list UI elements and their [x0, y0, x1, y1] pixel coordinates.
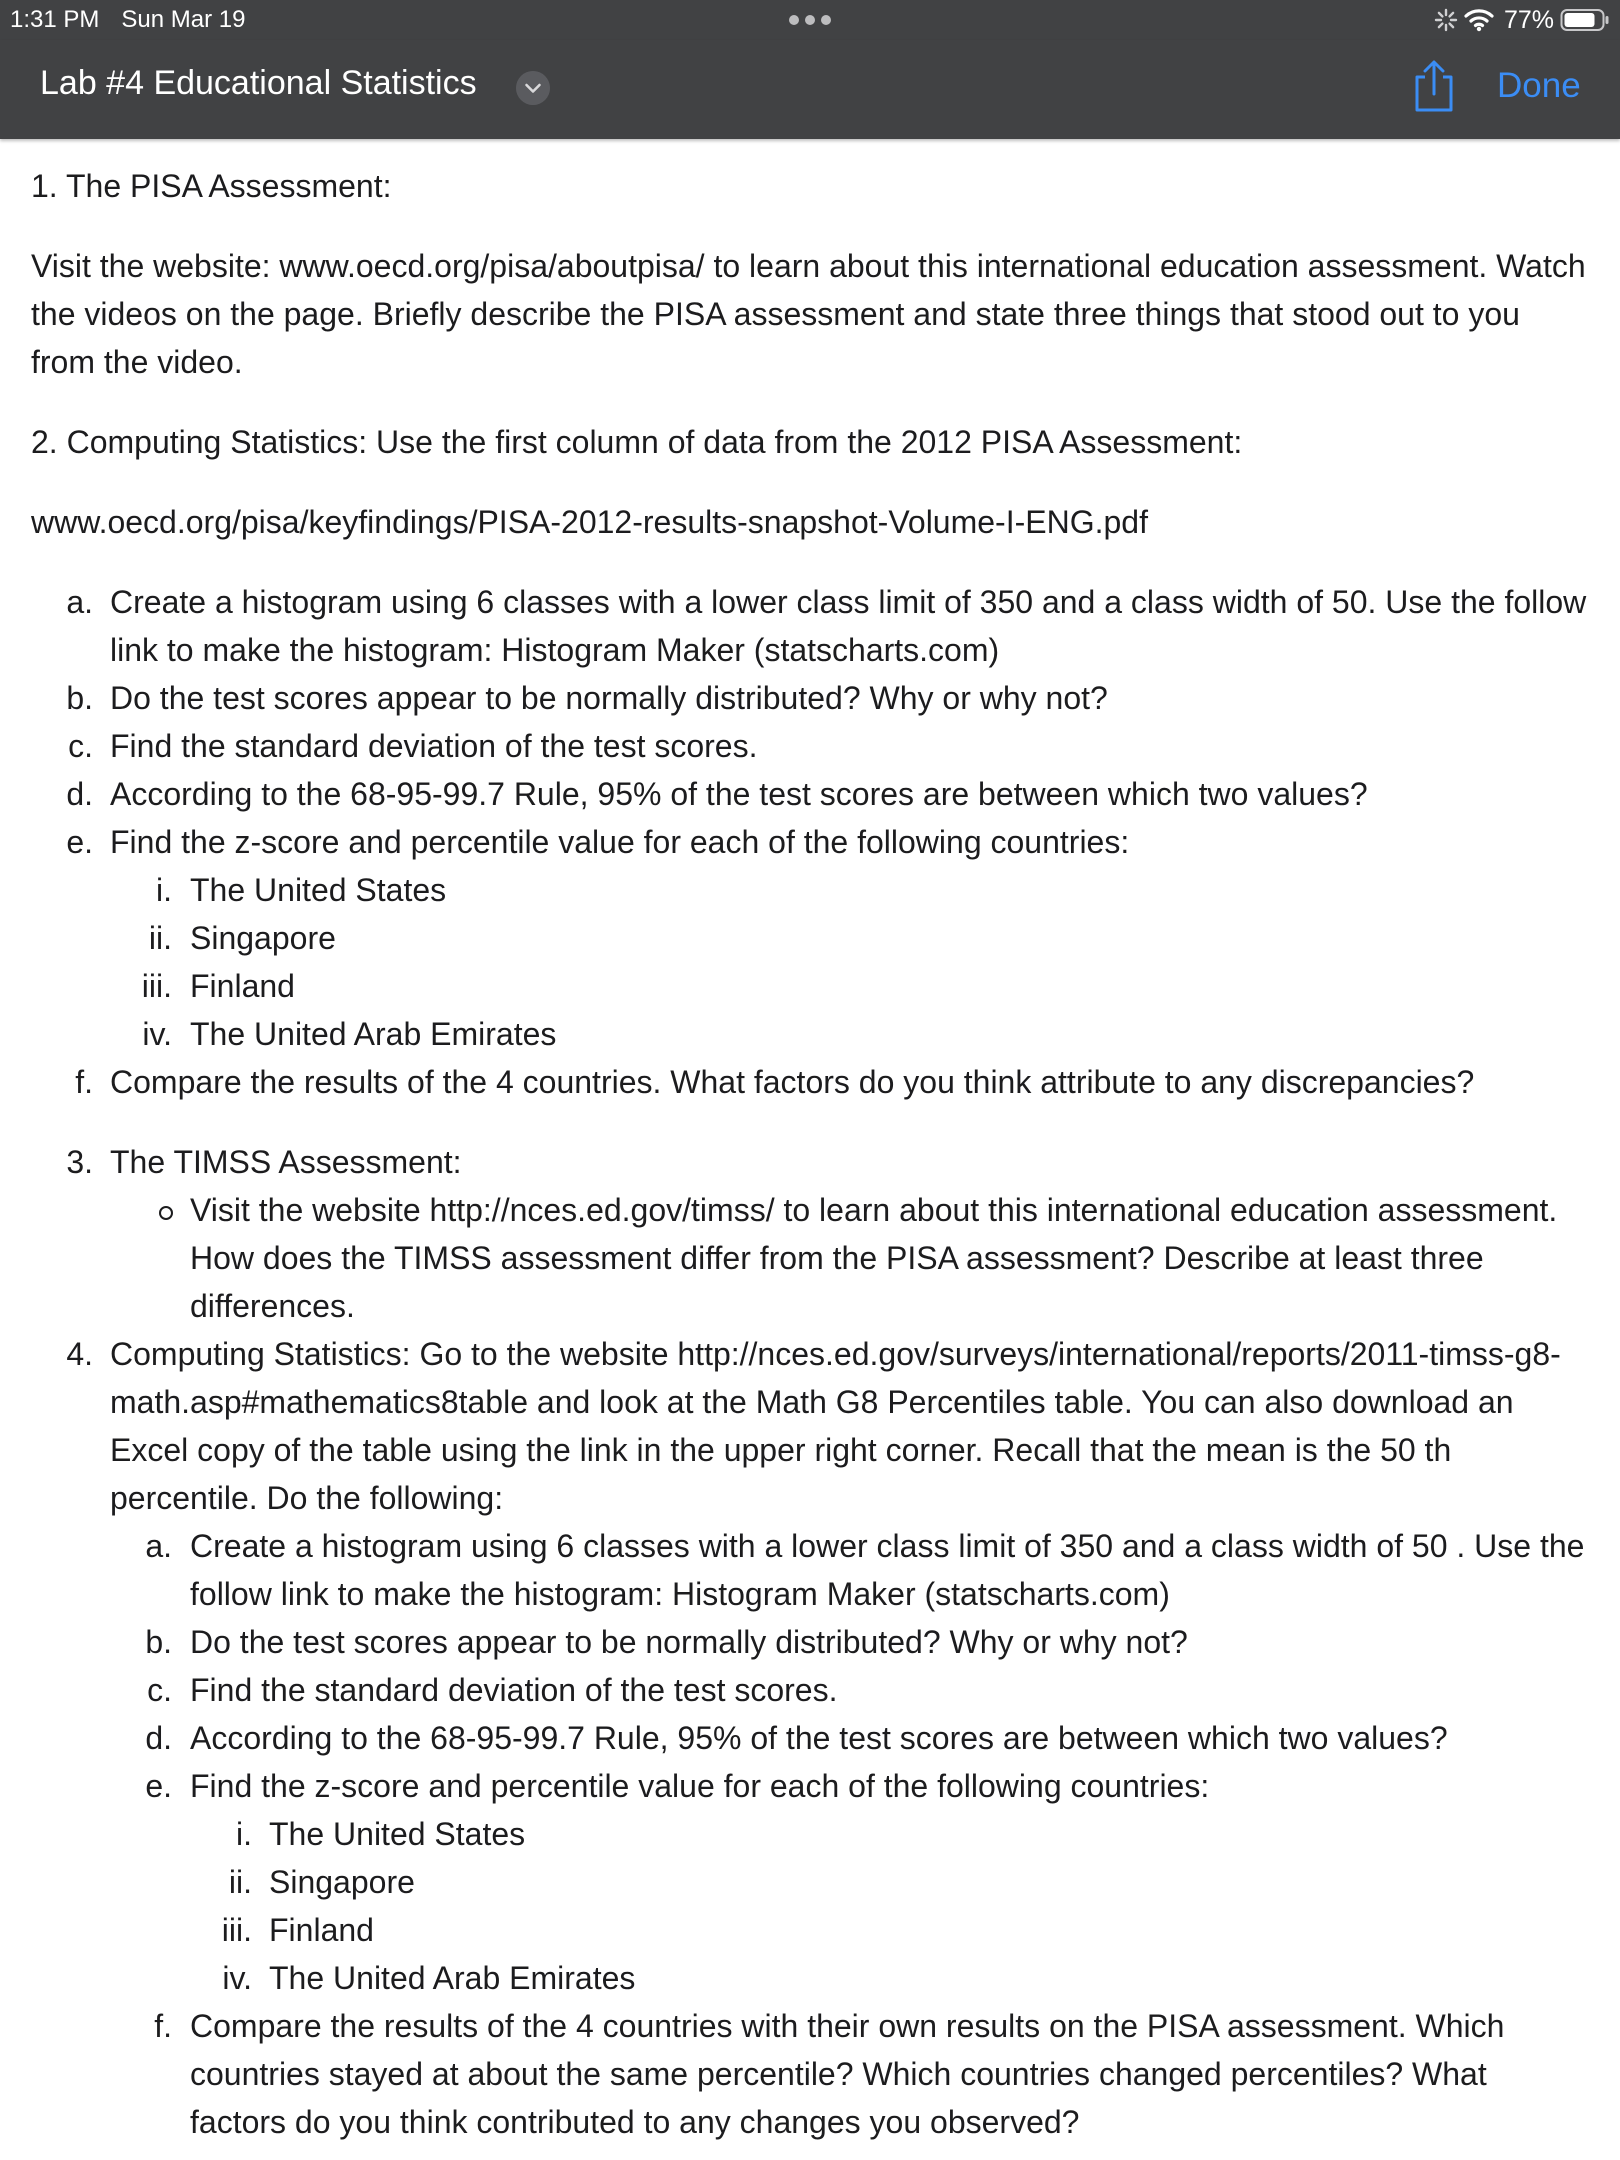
q2-country-1-text: The United States — [190, 872, 447, 908]
status-time: 1:31 PM — [10, 6, 100, 33]
bullet-icon — [159, 1206, 173, 1220]
q2-item-e-label: e. — [66, 824, 93, 860]
battery-icon — [1560, 8, 1610, 32]
q4-item-a-label: a. — [145, 1528, 172, 1564]
q4-country-1-text: The United States — [269, 1816, 526, 1852]
q4-item-e-label: e. — [145, 1768, 172, 1804]
q4-country-2-label: ii. — [228, 1864, 252, 1900]
q3-label: 3. — [66, 1144, 93, 1180]
q4-item-b-label: b. — [145, 1624, 172, 1660]
q4-intro-text: Computing Statistics: Go to the website http://nces.ed.gov/surveys/international/reports/2011-timss-g8-math.asp#mathematics8table and look at the Math G8 Percentiles table. You can also download an Excel copy of the table using the link in the upper right corner. Recall that the mean is the 50 th percentile. Do the following: — [110, 1336, 1561, 1516]
q4-country-3-text: Finland — [269, 1912, 374, 1948]
q2-item-a-label: a. — [66, 584, 93, 620]
q4-country-4-label: iv. — [222, 1960, 252, 1996]
q3-section — [31, 1138, 1591, 1330]
q2-item-b — [31, 674, 1591, 722]
q2-country-2-text: Singapore — [190, 920, 336, 956]
q2-country-3-label: iii. — [141, 968, 172, 1004]
q4-country-1 — [31, 1810, 1591, 1858]
q2-item-e — [31, 818, 1591, 866]
activity-spinner-icon — [1434, 8, 1458, 32]
q2-item-b-label: b. — [66, 680, 93, 716]
q4-country-4 — [31, 1954, 1591, 2002]
q2-item-f — [31, 1058, 1591, 1106]
q2-heading: 2. Computing Statistics: Use the first column of data from the 2012 PISA Assessment: — [31, 424, 1243, 460]
q4-item-f-label: f. — [154, 2008, 172, 2044]
q4-country-2-text: Singapore — [269, 1864, 415, 1900]
status-right — [1434, 4, 1610, 36]
share-icon[interactable] — [1412, 60, 1456, 112]
q2-country-4-label: iv. — [142, 1016, 172, 1052]
document-body — [31, 140, 1591, 2146]
q4-item-c-label: c. — [147, 1672, 172, 1708]
q4-item-d — [31, 1714, 1591, 1762]
q4-item-b — [31, 1618, 1591, 1666]
status-date: Sun Mar 19 — [121, 6, 246, 33]
q2-item-f-label: f. — [75, 1064, 93, 1100]
q3-heading-text: The TIMSS Assessment: — [110, 1144, 462, 1180]
q4-item-e-text: Find the z-score and percentile value for each of the following countries: — [190, 1768, 1210, 1804]
q2-item-a-text: Create a histogram using 6 classes with a lower class limit of 350 and a class width of 50. Use the follow link to make the histogram: Histogram Maker (statscharts.com) — [110, 584, 1587, 668]
q1-heading: 1. The PISA Assessment: — [31, 168, 392, 204]
q2-item-f-text: Compare the results of the 4 countries. What factors do you think attribute to any discrepancies? — [110, 1064, 1475, 1100]
q1-body: Visit the website: www.oecd.org/pisa/aboutpisa/ to learn about this international education assessment. Watch the videos on the page. Briefly describe the PISA assessment and state three things that stood out to you from the video. — [31, 248, 1586, 380]
q4-item-d-text: According to the 68-95-99.7 Rule, 95% of the test scores are between which two values? — [190, 1720, 1448, 1756]
multitasking-dots-icon[interactable] — [787, 10, 833, 30]
q4-item-c-text: Find the standard deviation of the test scores. — [190, 1672, 838, 1708]
q2-item-d — [31, 770, 1591, 818]
q2-country-3-text: Finland — [190, 968, 295, 1004]
q2-link[interactable]: www.oecd.org/pisa/keyfindings/PISA-2012-results-snapshot-Volume-I-ENG.pdf — [31, 504, 1148, 540]
q4-country-3 — [31, 1906, 1591, 1954]
q2-item-a — [31, 578, 1591, 674]
q2-item-b-text: Do the test scores appear to be normally distributed? Why or why not? — [110, 680, 1108, 716]
q4-item-f — [31, 2002, 1591, 2146]
q2-list — [31, 578, 1591, 1106]
battery-percentage: 77% — [1503, 5, 1554, 34]
q2-country-2-label: ii. — [148, 920, 172, 956]
q2-item-d-text: According to the 68-95-99.7 Rule, 95% of the test scores are between which two values? — [110, 776, 1368, 812]
q2-country-2 — [31, 914, 1591, 962]
q3-bullet-text: Visit the website http://nces.ed.gov/timss/ to learn about this international education assessment. How does the TIMSS assessment differ from the PISA assessment? Describe at least three differences. — [190, 1192, 1558, 1324]
q2-item-d-label: d. — [66, 776, 93, 812]
q2-country-1 — [31, 866, 1591, 914]
wifi-icon — [1464, 8, 1494, 32]
q4-section — [31, 1330, 1591, 2146]
status-bar — [0, 0, 1620, 40]
q4-item-d-label: d. — [145, 1720, 172, 1756]
q3-heading — [31, 1138, 1591, 1186]
q4-item-c — [31, 1666, 1591, 1714]
q4-item-e — [31, 1762, 1591, 1810]
q4-item-a-text: Create a histogram using 6 classes with a lower class limit of 350 and a class width of 50 . Use the follow link to make the histogram: Histogram Maker (statscharts.com) — [190, 1528, 1585, 1612]
q2-item-c-text: Find the standard deviation of the test scores. — [110, 728, 758, 764]
q4-country-4-text: The United Arab Emirates — [269, 1960, 636, 1996]
document-title[interactable]: Lab #4 Educational Statistics — [40, 64, 477, 102]
q2-country-4-text: The United Arab Emirates — [190, 1016, 557, 1052]
q4-item-f-text: Compare the results of the 4 countries with their own results on the PISA assessment. Which countries stayed at about the same percentile? Which countries changed percentiles? What factors do you think contributed to any changes you observed? — [190, 2008, 1505, 2140]
q3-bullet — [31, 1186, 1591, 1330]
status-left — [10, 6, 267, 34]
q2-country-3 — [31, 962, 1591, 1010]
q2-country-1-label: i. — [156, 872, 172, 908]
chevron-down-icon[interactable] — [516, 71, 550, 105]
q4-country-3-label: iii. — [221, 1912, 252, 1948]
nav-bar — [0, 40, 1620, 139]
q4-country-1-label: i. — [236, 1816, 252, 1852]
q4-country-2 — [31, 1858, 1591, 1906]
q4-item-a — [31, 1522, 1591, 1618]
q2-item-e-text: Find the z-score and percentile value for each of the following countries: — [110, 824, 1130, 860]
q4-intro — [31, 1330, 1591, 1522]
q4-item-b-text: Do the test scores appear to be normally distributed? Why or why not? — [190, 1624, 1188, 1660]
q4-label: 4. — [66, 1336, 93, 1372]
done-button[interactable]: Done — [1497, 66, 1581, 105]
q2-item-c-label: c. — [68, 728, 93, 764]
q2-item-c — [31, 722, 1591, 770]
q2-country-4 — [31, 1010, 1591, 1058]
